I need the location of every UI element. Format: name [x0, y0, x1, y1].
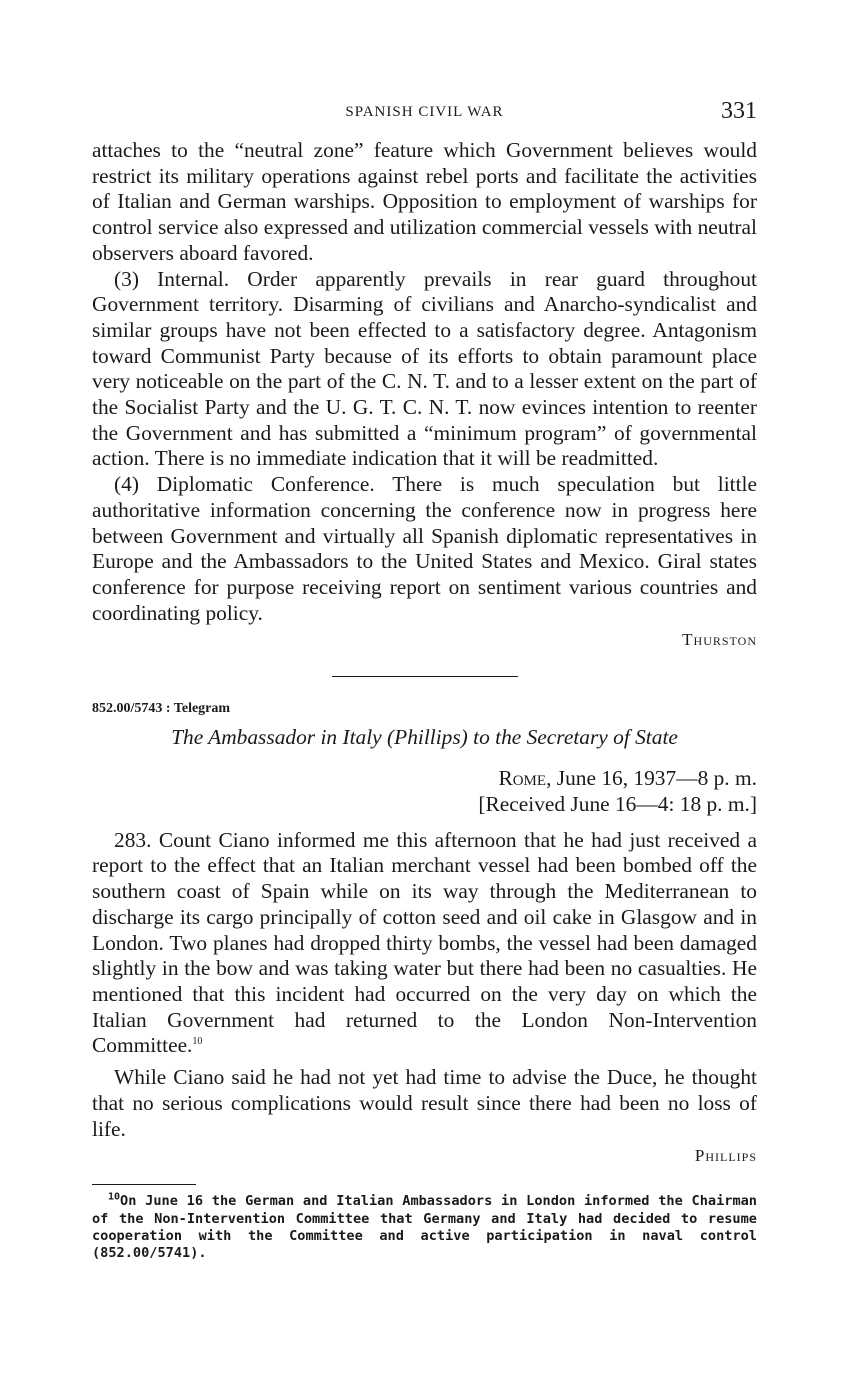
dateline-date: , June 16, 1937—8 p. m. — [546, 766, 757, 791]
file-reference: 852.00/5743 : Telegram — [92, 701, 231, 717]
telegram-paragraph-283 — [92, 828, 757, 1059]
footnote-marker: 10 — [108, 1191, 121, 1203]
dateline-place: Rome — [498, 766, 547, 791]
running-header — [92, 98, 757, 138]
dateline — [92, 766, 757, 792]
running-title: SPANISH CIVIL WAR — [345, 104, 504, 120]
diplomatic-conference-paragraph: (4) Diplomatic Conference. There is much speculation but little authoritative information concerning the conference now in progress here between Government and virtually all Spanish diplomatic representatives in Europe and the Ambassadors to the United States and Mexico. Giral states conference for purpose receiving report on sentiment various countries and coordinating policy. — [92, 472, 757, 625]
signature-thurston: Thurston — [682, 630, 757, 650]
telegram-paragraph-closing: While Ciano said he had not yet had time to advise the Duce, he thought that no serious complications would result since there had been no loss of life. — [92, 1065, 757, 1141]
document-page — [92, 0, 757, 1262]
signature-phillips: Phillips — [694, 1146, 757, 1166]
continued-paragraph: attaches to the “neutral zone” feature which Government believes would restrict its military operations against rebel ports and facilitate the activities of Italian and German warships. Opposition to employment of warships for control service also expressed and utilization commercial vessels with neutral observers aboard favored. — [92, 138, 757, 265]
received-line: [Received June 16—4: 18 p. m.] — [478, 792, 757, 817]
internal-paragraph: (3) Internal. Order apparently prevails in rear guard throughout Government territory. Disarming of civilians and Anarcho-syndicalist and similar groups have not been effected to a satisfactory degree. Antagonism toward Communist Party because of its efforts to obtain paramount place very noticeable on the part of the C. N. T. and to a lesser extent on the part of the Socialist Party and the U. G. T. C. N. T. now evinces intention to reenter the Government and has submitted a “minimum program” of governmental action. There is no immediate indication that it will be readmitted. — [92, 266, 757, 471]
document-title: The Ambassador in Italy (Phillips) to the Secretary of State — [171, 725, 678, 750]
footnote-reference[interactable]: 10 — [192, 1036, 203, 1048]
section-divider — [332, 676, 518, 677]
telegram-paragraph-text: 283. Count Ciano informed me this afternoon that he had just received a report to the effect that an Italian merchant vessel had been bombed off the southern coast of Spain while on its way through the Mediterranean to discharge its cargo principally of cotton seed and oil cake in Glasgow and in London. Two planes had dropped thirty bombs, the vessel had been damaged slightly in the bow and was taking water but there had been no casualties. He mentioned that this incident had occurred on the very day on which the Italian Government had returned to the London Non-Intervention Committee. — [92, 827, 757, 1058]
footnote-text: On June 16 the German and Italian Ambassadors in London informed the Chairman of the Non-Intervention Committee that Germany and Italy had decided to resume cooperation with the Committee and active participation in naval control (852.00/5741). — [92, 1193, 757, 1262]
page-number: 331 — [721, 98, 757, 124]
footnote-divider — [92, 1184, 196, 1185]
footnote — [92, 1193, 757, 1262]
